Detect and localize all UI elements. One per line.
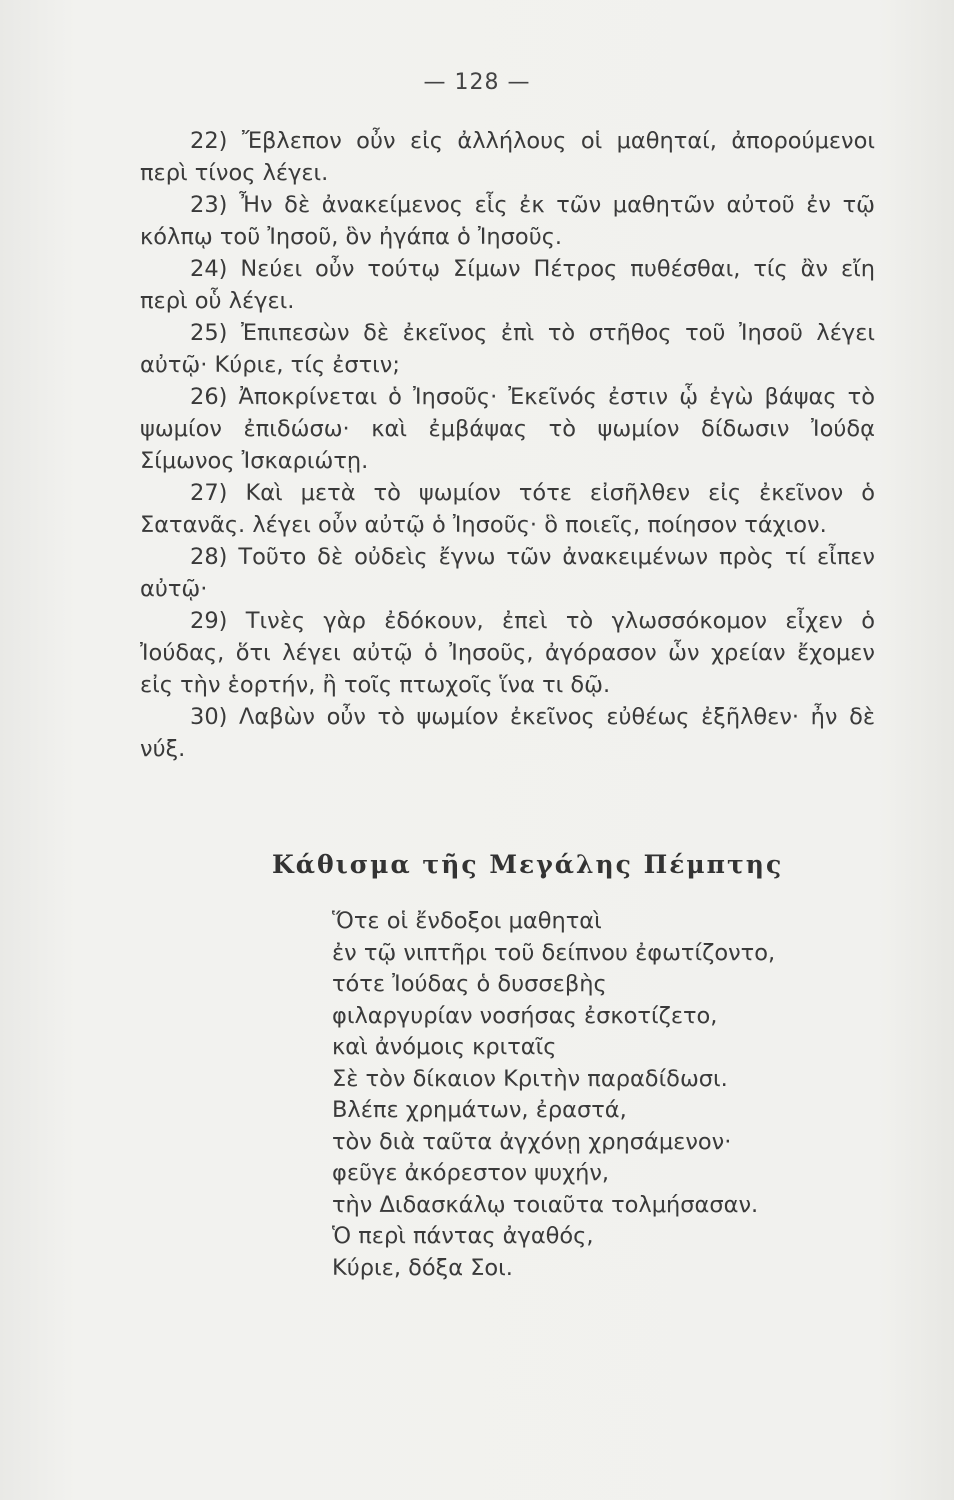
- verse-30: 30) Λαβὼν οὖν τὸ ψωμίον ἐκεῖνος εὐθέως ἐξῆλθεν· ἦν δὲ νύξ.: [140, 704, 875, 762]
- verse-29: 29) Τινὲς γὰρ ἐδόκουν, ἐπεὶ τὸ γλωσσόκομον εἶχεν ὁ Ἰούδας, ὅτι λέγει αὐτῷ ὁ Ἰησοῦς, ἀγόρασον ὧν χρείαν ἔχομεν εἰς τὴν ἑορτήν, ἢ τοῖς πτωχοῖς ἵνα τι δῷ.: [140, 608, 875, 698]
- hymn-line: τότε Ἰούδας ὁ δυσσεβὴς: [332, 971, 607, 997]
- hymn-line: Σὲ τὸν δίκαιον Κριτὴν παραδίδωσι.: [332, 1065, 728, 1092]
- hymn-line: Βλέπε χρημάτων, ἐραστά,: [332, 1097, 627, 1123]
- hymn-line: Ὅτε οἱ ἔνδοξοι μαθηταὶ: [332, 908, 602, 934]
- hymn-title: Κάθισμα τῆς Μεγάλης Πέμπτης: [272, 850, 784, 879]
- verse-22: 22) Ἔβλεπον οὖν εἰς ἀλλήλους οἱ μαθηταί, ἀπορούμενοι περὶ τίνος λέγει.: [140, 128, 875, 186]
- hymn-line: φεῦγε ἀκόρεστον ψυχήν,: [332, 1160, 610, 1186]
- verse-26: 26) Ἀποκρίνεται ὁ Ἰησοῦς· Ἐκεῖνός ἐστιν ᾧ ἐγὼ βάψας τὸ ψωμίον ἐπιδώσω· καὶ ἐμβάψας τὸ ψωμίον δίδωσιν Ἰούδᾳ Σίμωνος Ἰσκαριώτῃ.: [140, 384, 875, 474]
- hymn-line: τὴν Διδασκάλῳ τοιαῦτα τολμήσασαν.: [332, 1191, 759, 1218]
- verse-25: 25) Ἐπιπεσὼν δὲ ἐκεῖνος ἐπὶ τὸ στῆθος τοῦ Ἰησοῦ λέγει αὐτῷ· Κύριε, τίς ἐστιν;: [140, 320, 875, 378]
- verse-24: 24) Νεύει οὖν τούτῳ Σίμων Πέτρος πυθέσθαι, τίς ἂν εἴη περὶ οὗ λέγει.: [140, 256, 875, 314]
- verse-23: 23) Ἦν δὲ ἀνακείμενος εἷς ἐκ τῶν μαθητῶν αὐτοῦ ἐν τῷ κόλπῳ τοῦ Ἰησοῦ, ὃν ἠγάπα ὁ Ἰησοῦς.: [140, 192, 875, 250]
- verse-27: 27) Καὶ μετὰ τὸ ψωμίον τότε εἰσῆλθεν εἰς ἐκεῖνον ὁ Σατανᾶς. λέγει οὖν αὐτῷ ὁ Ἰησοῦς· ὃ ποιεῖς, ποίησον τάχιον.: [140, 480, 875, 538]
- hymn-line: φιλαργυρίαν νοσήσας ἐσκοτίζετο,: [332, 1002, 718, 1029]
- hymn-line: καὶ ἀνόμοις κριταῖς: [332, 1034, 557, 1060]
- gospel-verses: [140, 125, 875, 765]
- hymn-line: Ὁ περὶ πάντας ἀγαθός,: [332, 1223, 594, 1249]
- hymn-line: τὸν διὰ ταῦτα ἀγχόνῃ χρησάμενον·: [332, 1128, 732, 1155]
- hymn-line: Κύριε, δόξα Σοι.: [332, 1254, 513, 1281]
- page-number: — 128 —: [423, 70, 531, 95]
- hymn-line: ἐν τῷ νιπτῆρι τοῦ δείπνου ἐφωτίζοντο,: [332, 939, 776, 966]
- hymn-text: [332, 906, 852, 1284]
- verse-28: 28) Τοῦτο δὲ οὐδεὶς ἔγνω τῶν ἀνακειμένων πρὸς τί εἶπεν αὐτῷ·: [140, 544, 875, 602]
